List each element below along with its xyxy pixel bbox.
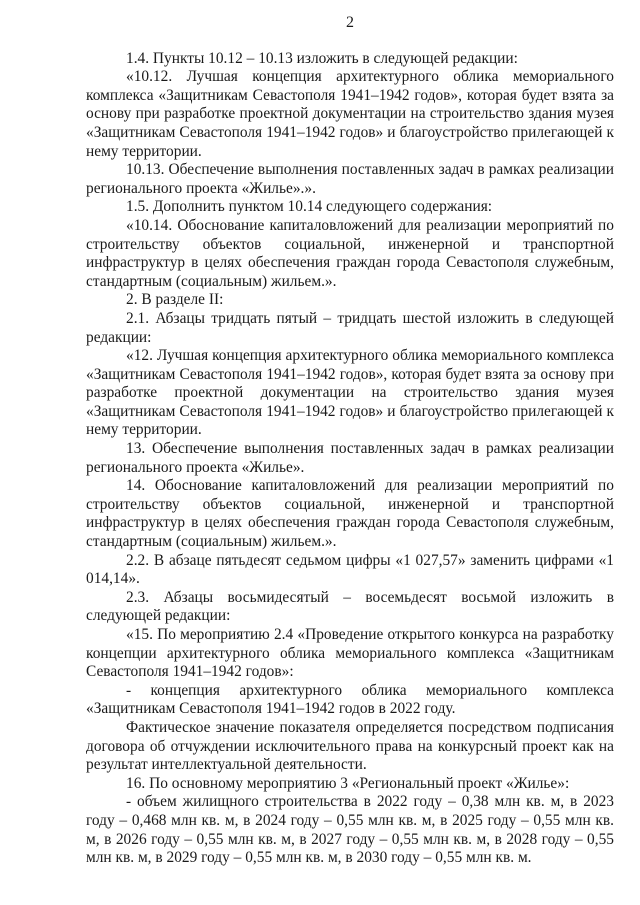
paragraph: 2. В разделе II: (126, 291, 224, 309)
paragraph: 16. По основному мероприятию 3 «Региональный проект «Жилье»: (126, 774, 570, 792)
paragraph: «10.14. Обоснование капиталовложений для реализации мероприятий по строительству объектов социальной, инженерной и транспортной инфраструктур в целях обеспечения граждан города Севастополя служебным, стандартным (социальным) жильем.». (86, 216, 614, 290)
page-number: 2 (346, 14, 354, 31)
paragraph: - концепция архитектурного облика мемориального комплекса «Защитникам Севастополя 1941–1942 годов в 2022 году. (86, 681, 614, 718)
paragraph: 10.13. Обеспечение выполнения поставленных задач в рамках реализации регионального проекта «Жилье».». (86, 161, 614, 197)
paragraph: 2.1. Абзацы тридцать пятый – тридцать шестой изложить в следующей редакции: (86, 309, 614, 346)
paragraph: 2.3. Абзацы восьмидесятый – восемьдесят восьмой изложить в следующей редакции: (86, 588, 614, 625)
paragraph: 1.4. Пункты 10.12 – 10.13 изложить в следующей редакции: (126, 49, 518, 67)
paragraph: 14. Обоснование капиталовложений для реализации мероприятий по строительству объектов социальной, инженерной и транспортной инфраструктур в целях обеспечения граждан города Севастополя служебным, стандартным (социальным) жильем.». (86, 477, 614, 551)
paragraph: «15. По мероприятию 2.4 «Проведение открытого конкурса на разработку концепции архитектурного облика мемориального комплекса «Защитникам Севастополя 1941–1942 годов»: (86, 626, 614, 681)
paragraph: «12. Лучшая концепция архитектурного облика мемориального комплекса «Защитникам Севастополя 1941–1942 годов», которая будет взята за основу при разработке проектной документации на строительство здания музея «Защитникам Севастополя 1941–1942 годов» и благоустройство прилегающей к нему территории. (86, 347, 614, 439)
paragraph: - объем жилищного строительства в 2022 году – 0,38 млн кв. м, в 2023 году – 0,468 млн кв. м, в 2024 году – 0,55 млн кв. м, в 2025 году – 0,55 млн кв. м, в 2026 году – 0,55 млн кв. м, в 2027 году – 0,55 млн кв. м, в 2028 году – 0,55 млн кв. м, в 2029 году – 0,55 млн кв. м, в 2030 году – 0,55 млн кв. м. (86, 793, 614, 867)
paragraph: 1.5. Дополнить пунктом 10.14 следующего содержания: (126, 198, 493, 216)
paragraph: 13. Обеспечение выполнения поставленных задач в рамках реализации регионального проекта «Жилье». (86, 440, 614, 476)
paragraph: Фактическое значение показателя определяется посредством подписания договора об отчуждении исключительного права на конкурсный проект как на результат интеллектуальной деятельности. (86, 718, 614, 774)
paragraph: 2.2. В абзаце пятьдесят седьмом цифры «1 027,57» заменить цифрами «1 014,14». (86, 551, 614, 588)
paragraph: «10.12. Лучшая концепция архитектурного облика мемориального комплекса «Защитникам Севастополя 1941–1942 годов», которая будет взята за основу при разработке проектной документации на строительство здания музея «Защитникам Севастополя 1941–1942 годов» и благоустройство прилегающей к нему территории. (86, 68, 614, 160)
document-page (86, 14, 614, 868)
